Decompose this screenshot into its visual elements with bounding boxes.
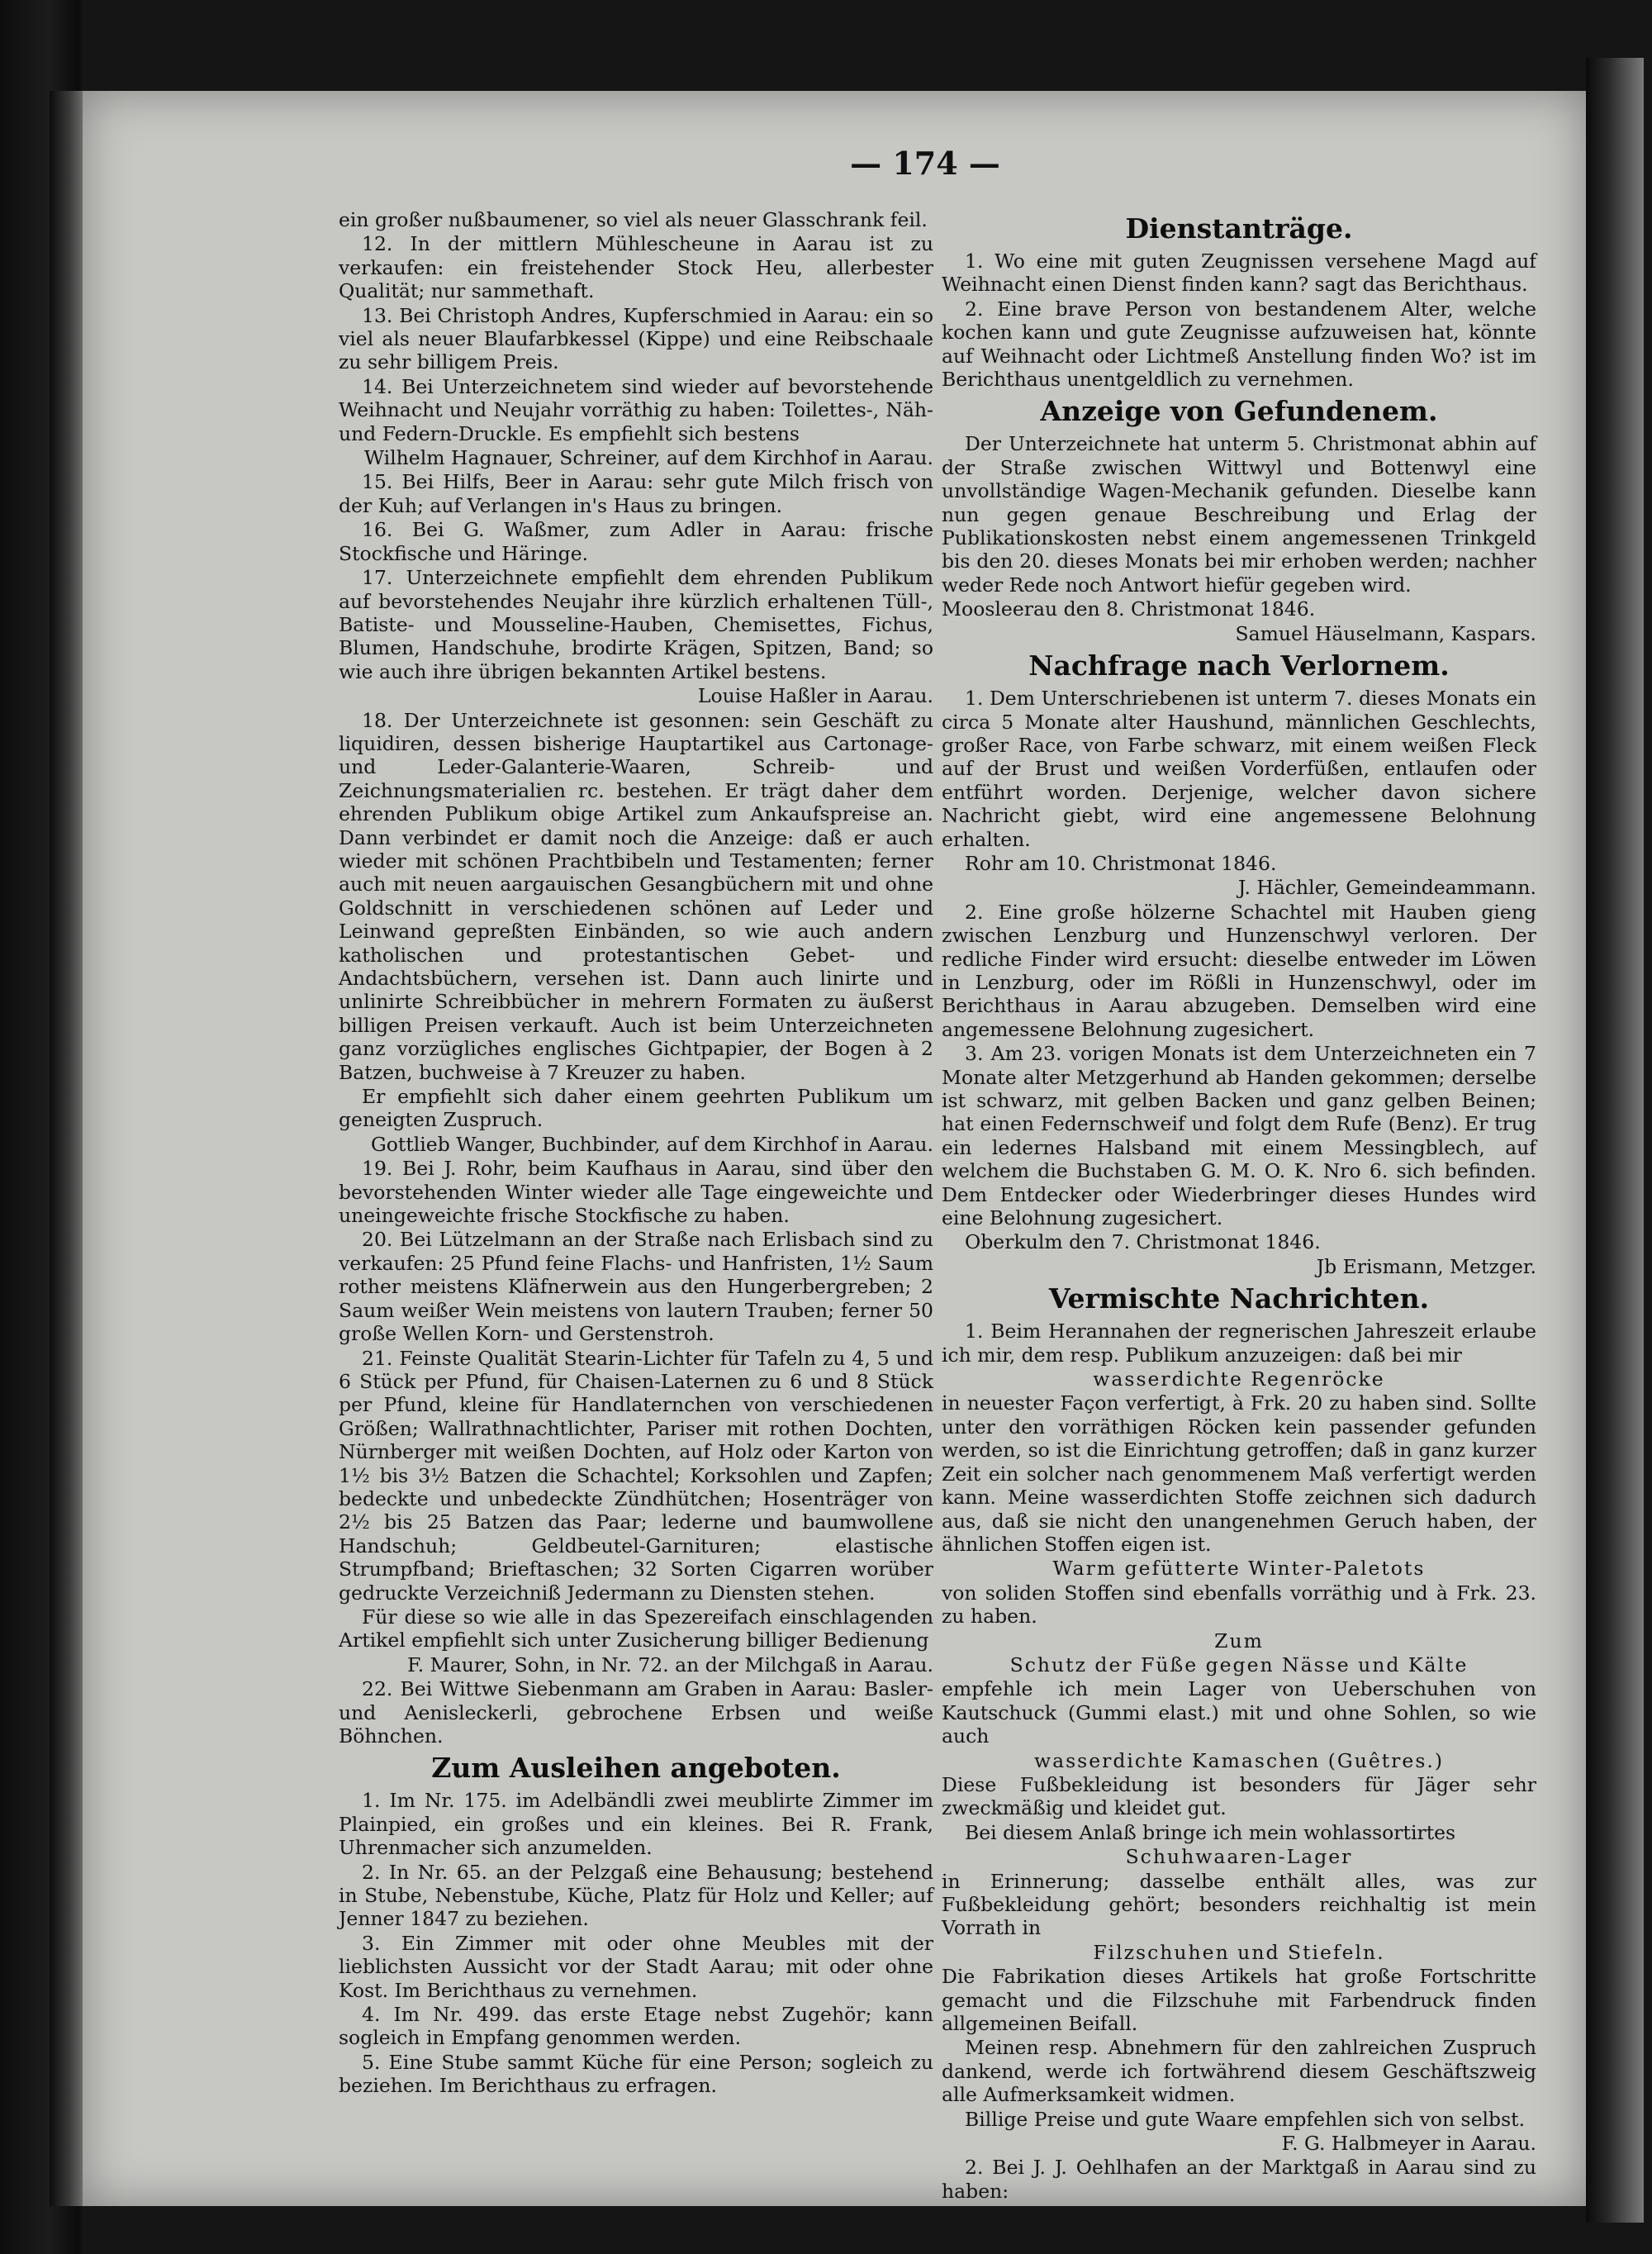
left-column [339,208,933,2099]
right-column-paragraph: Moosleerau den 8. Christmonat 1846. [942,597,1316,621]
left-column-paragraph: 12. In der mittlern Mühlescheune in Aarau ist zu verkaufen: ein freistehender Stock Heu, allerbester Qualität; nur sammethaft. [339,232,933,303]
right-column-paragraph: in neuester Façon verfertigt, à Frk. 20 zu haben sind. Sollte unter den vorräthigen Röcken kein passender gefunden werden, so ist die Einrichtung getroffen; daß in ganz kurzer Zeit ein solcher nach genommenem Maß verfertigt werden kann. Meine wasserdichten Stoffe zeichnen sich dadurch aus, daß sie nicht den unangenehmen Geruch haben, der ähnlichen Stoffen eigen ist. [942,1391,1536,1556]
right-column-paragraph: Die Fabrikation dieses Artikels hat große Fortschritte gemacht und die Filzschuhe mit Farbendruck finden allgemeinen Beifall. [942,1965,1536,2036]
left-column-paragraph: 14. Bei Unterzeichnetem sind wieder auf bevorstehende Weihnacht und Neujahr vorräthig zu haben: Toilettes-, Näh- und Federn-Druckle. Es empfiehlt sich bestens [339,374,933,445]
adjacent-page-strip [1586,58,1644,2223]
right-column-paragraph: Filzschuhen und Stiefeln. [1093,1940,1385,1964]
right-column-paragraph: 1. Dem Unterschriebenen ist unterm 7. dieses Monats ein circa 5 Monate alter Haushund, männlichen Geschlechts, großer Race, von Farbe schwarz, mit einem weißen Fleck auf der Brust und weißen Vorderfüßen, entlaufen oder entführt worden. Derjenige, welcher davon sichere Nachricht giebt, wird eine angemessene Belohnung erhalten. [942,687,1536,851]
right-column-paragraph: Zum [1214,1629,1264,1652]
left-column-paragraph: Gottlieb Wanger, Buchbinder, auf dem Kirchhof in Aarau. [370,1132,933,1156]
right-column-paragraph: 3. Am 23. vorigen Monats ist dem Unterzeichneten ein 7 Monate alter Metzgerhund ab Handen gekommen; derselbe ist schwarz, mit gelben Backen und ganz gelben Beinen; hat einen Federnschweif und folgt dem Rufe (Benz). Er trug ein ledernes Halsband mit einem Messingblech, auf welchem die Buchstaben G. M. O. K. Nro 6. sich befinden. Dem Entdecker oder Wiederbringer dieses Hundes wird eine Belohnung zugesichert. [942,1042,1536,1230]
left-column-paragraph: Wilhelm Hagnauer, Schreiner, auf dem Kirchhof in Aarau. [363,446,933,470]
page-number: — 174 — [850,145,1000,182]
right-column [942,208,1536,2204]
right-column-paragraph: 2. Eine große hölzerne Schachtel mit Hauben gieng zwischen Lenzburg und Hunzenschwyl verloren. Der redliche Finder wird ersucht: dieselbe entweder im Löwen in Lenzburg, oder im Rößli in Hunzenschwyl, oder im Berichthaus in Aarau abzugeben. Demselben wird eine angemessene Belohnung zugesichert. [942,900,1536,1041]
right-column-paragraph: Warm gefütterte Winter-Paletots [1052,1557,1426,1581]
left-column-paragraph: Er empfiehlt sich daher einem geehrten Publikum um geneigten Zuspruch. [339,1085,933,1132]
right-column-paragraph: Bei diesem Anlaß bringe ich mein wohlassortirtes [965,1820,1456,1844]
left-column-paragraph: 4. Im Nr. 499. das erste Etage nebst Zugehör; kann sogleich in Empfang genommen werden. [339,2003,933,2050]
right-column-paragraph: Oberkulm den 7. Christmonat 1846. [965,1230,1321,1254]
right-column-heading: Anzeige von Gefundenem. [1040,395,1438,428]
left-column-paragraph: 13. Bei Christoph Andres, Kupferschmied in Aarau: ein so viel als neuer Blaufarbkessel (Kippe) und eine Reibschaale zu sehr billigem Preis. [339,303,933,374]
right-column-paragraph: wasserdichte Regenröcke [1093,1367,1385,1391]
left-column-paragraph: Für diese so wie alle in das Spezereifach einschlagenden Artikel empfiehlt sich unter Zusicherung billiger Bedienung [339,1605,933,1652]
left-column-paragraph: 19. Bei J. Rohr, beim Kaufhaus in Aarau, sind über den bevorstehenden Winter wieder alle Tage eingeweichte und uneingeweichte frische Stockfische zu haben. [339,1157,933,1228]
left-column-paragraph: 22. Bei Wittwe Siebenmann am Graben in Aarau: Basler- und Aenisleckerli, gebrochene Erbsen und weiße Böhnchen. [339,1677,933,1748]
right-column-paragraph: Schutz der Füße gegen Nässe und Kälte [1009,1652,1469,1676]
left-column-paragraph: 2. In Nr. 65. an der Pelzgaß eine Behausung; bestehend in Stube, Nebenstube, Küche, Platz für Holz und Keller; auf Jenner 1847 zu beziehen. [339,1860,933,1931]
left-column-paragraph: 21. Feinste Qualität Stearin-Lichter für Tafeln zu 4, 5 und 6 Stück per Pfund, für Chaisen-Laternen zu 6 und 8 Stück per Pfund, kleine für Handlaternchen von verschiedenen Größen; Wallrathnachtlichter, Pariser mit rothen Dochten, Nürnberger mit weißen Dochten, auf Holz oder Karton von 1½ bis 3½ Batzen die Schachtel; Korksohlen und Zapfen; bedeckte und unbedeckte Zündhütchen; Hosenträger von 2½ bis 25 Batzen das Paar; lederne und baumwollene Handschuh; Geldbeutel-Garnituren; elastische Strumpfband; Brieftaschen; 32 Sorten Cigarren worüber gedruckte Verzeichniß Jedermann zu Diensten stehen. [339,1346,933,1605]
left-column-paragraph: 20. Bei Lützelmann an der Straße nach Erlisbach sind zu verkaufen: 25 Pfund feine Flachs- und Hanfristen, 1½ Saum rother meistens Kläfnerwein aus den Hungerbergreben; 2 Saum weißer Wein meistens von lautern Trauben; ferner 50 große Wellen Korn- und Gerstenstroh. [339,1228,933,1346]
right-column-paragraph: Schuhwaaren-Lager [1125,1845,1353,1869]
right-column-paragraph: 1. Wo eine mit guten Zeugnissen versehene Magd auf Weihnacht einen Dienst finden kann? sagt das Berichthaus. [942,250,1536,297]
right-column-paragraph: 1. Beim Herannahen der regnerischen Jahreszeit erlaube ich mir, dem resp. Publikum anzuzeigen: daß bei mir [942,1320,1536,1367]
right-column-paragraph: J. Hächler, Gemeindeammann. [1237,876,1536,900]
right-column-paragraph: Der Unterzeichnete hat unterm 5. Christmonat abhin auf der Straße zwischen Wittwyl und Bottenwyl eine unvollständige Wagen-Mechanik gefunden. Dieselbe kann nun gegen genaue Beschreibung und Erlag der Publikationskosten nebst einem angemessenen Trinkgeld bis den 20. dieses Monats bei mir erhoben werden; nachher weder Rede noch Antwort hiefür gegeben wird. [942,432,1536,597]
left-column-paragraph: 17. Unterzeichnete empfiehlt dem ehrenden Publikum auf bevorstehendes Neujahr ihre kürzlich erhaltenen Tüll-, Batiste- und Mousseline-Hauben, Chemisettes, Fichus, Blumen, Handschuhe, brodirte Krägen, Spitzen, Band; so wie auch ihre übrigen bekannten Artikel bestens. [339,566,933,683]
right-column-heading: Nachfrage nach Verlornem. [1028,649,1450,682]
right-column-paragraph: von soliden Stoffen sind ebenfalls vorräthig und à Frk. 23. zu haben. [942,1581,1536,1629]
left-column-paragraph: 3. Ein Zimmer mit oder ohne Meubles mit der lieblichsten Aussicht vor der Stadt Aarau; mit oder ohne Kost. Im Berichthaus zu vernehmen. [339,1931,933,2002]
right-column-paragraph: Diese Fußbekleidung ist besonders für Jäger sehr zweckmäßig und kleidet gut. [942,1772,1536,1820]
right-column-heading: Vermischte Nachrichten. [1048,1282,1430,1315]
left-column-paragraph: ein großer nußbaumener, so viel als neuer Glasschrank feil. [339,208,928,231]
right-column-paragraph: in Erinnerung; dasselbe enthält alles, was zur Fußbekleidung gehört; besonders reichhaltig ist mein Vorrath in [942,1869,1536,1940]
left-column-paragraph: 16. Bei G. Waßmer, zum Adler in Aarau: frische Stockfische und Häringe. [339,518,933,565]
left-column-paragraph: F. Maurer, Sohn, in Nr. 72. an der Milchgaß in Aarau. [407,1652,933,1676]
right-column-paragraph: Rohr am 10. Christmonat 1846. [965,851,1277,875]
left-column-heading: Zum Ausleihen angeboten. [431,1752,841,1785]
left-column-paragraph: 18. Der Unterzeichnete ist gesonnen: sein Geschäft zu liquidiren, dessen bisherige Hauptartikel aus Cartonage- und Leder-Galanterie-Waaren, Schreib- und Zeichnungsmaterialien rc. bestehen. Er trägt daher dem ehrenden Publikum obige Artikel zum Ankaufspreise an. Dann verbindet er damit noch die Anzeige: daß er auch wieder mit schönen Prachtbibeln und Testamenten; ferner auch mit neuen aargauischen Gesangbüchern mit und ohne Goldschnitt in verschiedenen schönen auf Leder und Leinwand gepreßten Einbänden, so wie auch andern katholischen und protestantischen Gebet- und Andachtsbüchern, versehen ist. Dann auch linirte und unlinirte Schreibbücher in mehrern Formaten zu äußerst billigen Preisen verkauft. Auch ist beim Unterzeichneten ganz vorzügliches englisches Gichtpapier, der Bogen à 2 Batzen, buchweise à 7 Kreuzer zu haben. [339,708,933,1084]
right-column-paragraph: Meinen resp. Abnehmern für den zahlreichen Zuspruch dankend, werde ich fortwährend diesem Geschäftszweig alle Aufmerksamkeit widmen. [942,2036,1536,2107]
right-column-paragraph: F. G. Halbmeyer in Aarau. [1281,2132,1536,2156]
left-column-paragraph: Louise Haßler in Aarau. [697,684,933,708]
left-column-paragraph: 1. Im Nr. 175. im Adelbändli zwei meublirte Zimmer im Plainpied, ein großes und ein kleines. Bei R. Frank, Uhrenmacher sich anzumelden. [339,1789,933,1860]
left-column-paragraph: 5. Eine Stube sammt Küche für eine Person; sogleich zu beziehen. Im Berichthaus zu erfragen. [339,2050,933,2098]
right-column-heading: Dienstanträge. [1125,212,1353,245]
book-spine-edge [50,91,83,2206]
right-column-paragraph: Billige Preise und gute Waare empfehlen sich von selbst. [965,2107,1526,2131]
right-column-paragraph: 2. Bei J. J. Oehlhafen an der Marktgaß in Aarau sind zu haben: [942,2156,1536,2203]
right-column-paragraph: wasserdichte Kamaschen (Guêtres.) [1033,1748,1445,1772]
left-column-paragraph: 15. Bei Hilfs, Beer in Aarau: sehr gute Milch frisch von der Kuh; auf Verlangen in's Haus zu bringen. [339,470,933,517]
right-column-paragraph: empfehle ich mein Lager von Ueberschuhen von Kautschuck (Gummi elast.) mit und ohne Sohlen, so wie auch [942,1677,1536,1748]
right-column-paragraph: Jb Erismann, Metzger. [1316,1254,1536,1278]
right-column-paragraph: Samuel Häuselmann, Kaspars. [1235,621,1536,645]
right-column-paragraph: 2. Eine brave Person von bestandenem Alter, welche kochen kann und gute Zeugnisse aufzuweisen hat, könnte auf Weihnacht oder Lichtmeß Anstellung finden Wo? ist im Berichthaus unentgeldlich zu vernehmen. [942,297,1536,392]
